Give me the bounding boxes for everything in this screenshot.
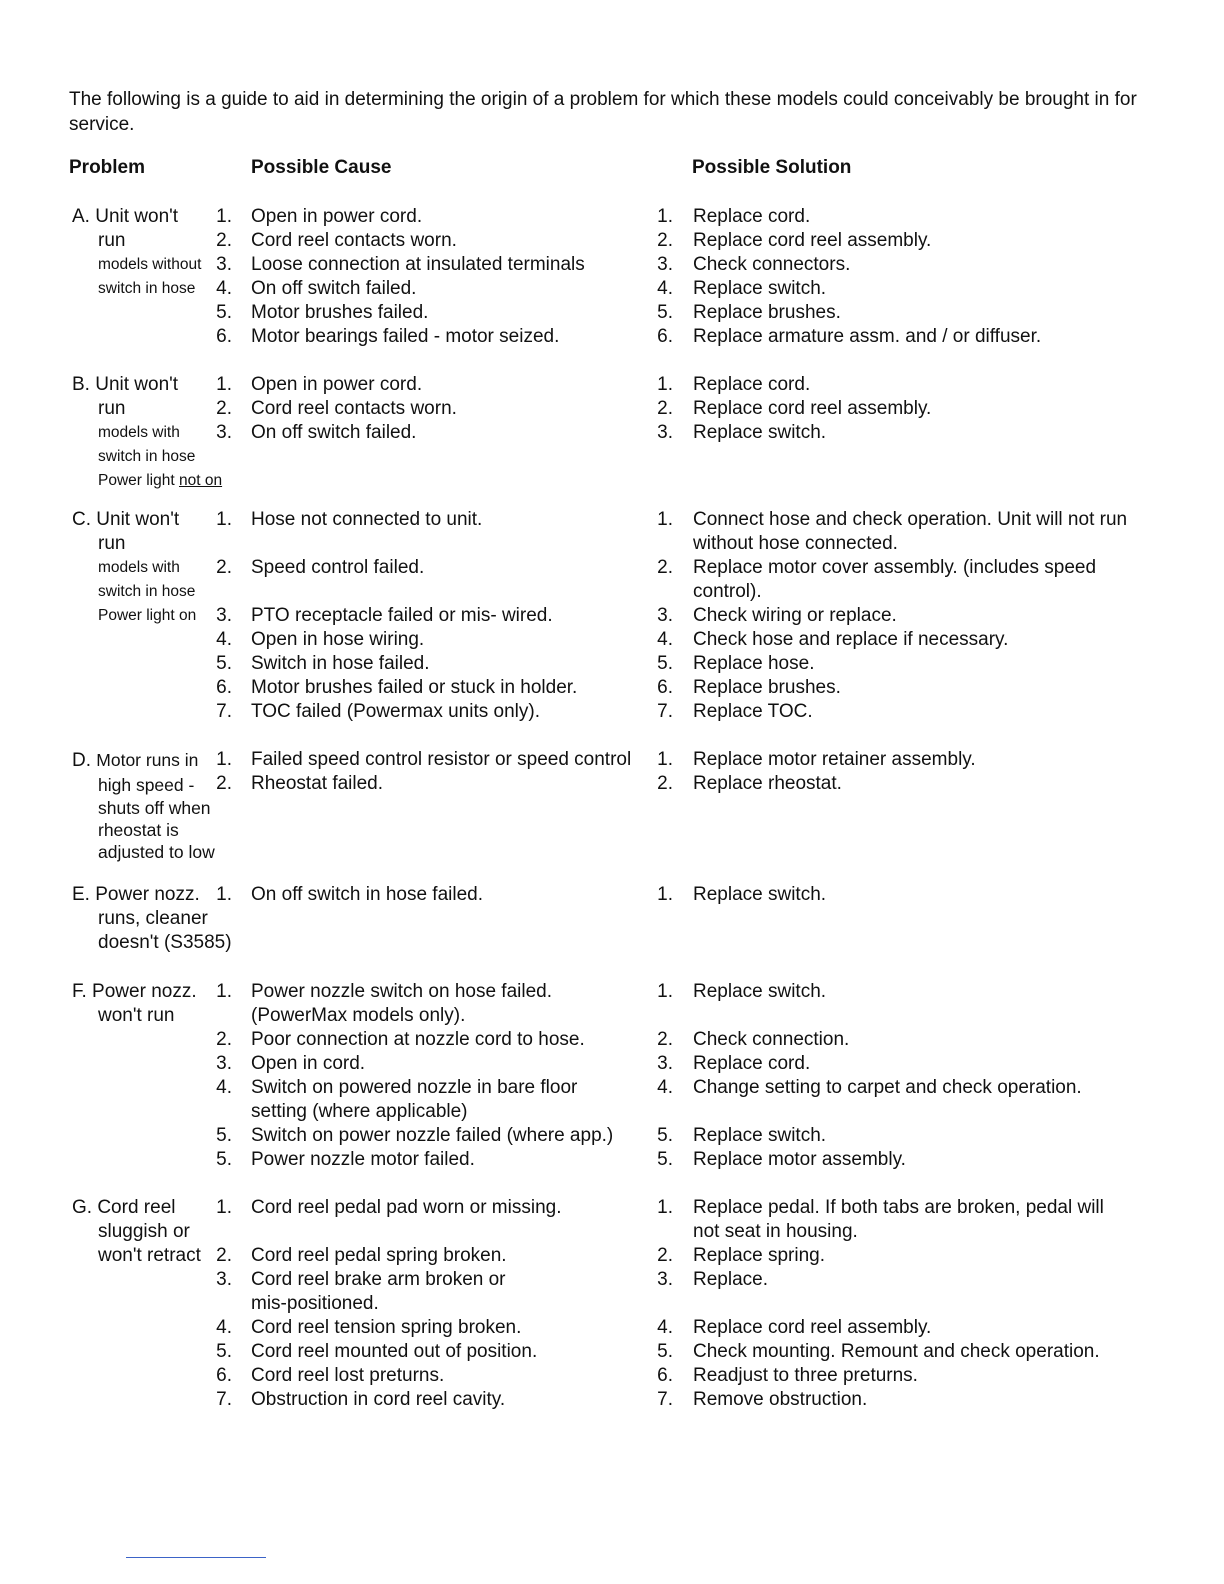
cause-number: 5. xyxy=(216,302,232,323)
cause-text: Motor brushes failed. xyxy=(251,302,429,323)
solution-number: 1. xyxy=(657,981,673,1002)
problem-line: models with xyxy=(98,559,180,576)
cause-number: 3. xyxy=(216,422,232,443)
solution-number: 2. xyxy=(657,230,673,251)
solution-text: Replace switch. xyxy=(693,422,827,443)
header-possible-solution: Possible Solution xyxy=(692,157,852,178)
cause-text: On off switch failed. xyxy=(251,278,417,299)
problem-line: switch in hose xyxy=(98,448,196,465)
cause-text: Cord reel brake arm broken or xyxy=(251,1269,506,1290)
cause-number: 5. xyxy=(216,653,232,674)
cause-number: 1. xyxy=(216,206,232,227)
cause-text: Open in hose wiring. xyxy=(251,629,425,650)
solution-text: Replace cord. xyxy=(693,1053,811,1074)
solution-text: Replace cord. xyxy=(693,374,811,395)
solution-number: 2. xyxy=(657,1245,673,1266)
solution-text: Replace hose. xyxy=(693,653,815,674)
cause-number: 3. xyxy=(216,605,232,626)
problem-line: shuts off when xyxy=(98,798,211,818)
solution-text: Replace motor cover assembly. (includes speed xyxy=(693,557,1097,578)
solution-text: Replace armature assm. and / or diffuser. xyxy=(693,326,1042,347)
solution-text: Replace cord reel assembly. xyxy=(693,398,932,419)
solution-text: Replace rheostat. xyxy=(693,773,842,794)
solution-number: 3. xyxy=(657,422,673,443)
cause-text: Poor connection at nozzle cord to hose. xyxy=(251,1029,585,1050)
problem-line: adjusted to low xyxy=(98,842,215,862)
solution-number: 3. xyxy=(657,254,673,275)
solution-number: 2. xyxy=(657,1029,673,1050)
problem-line: models without xyxy=(98,256,202,273)
cause-text: Loose connection at insulated terminals xyxy=(251,254,585,275)
solution-number: 2. xyxy=(657,398,673,419)
intro-paragraph: The following is a guide to aid in determining the origin of a problem for which these models could conceivably be brought in for service. xyxy=(69,89,1137,135)
problem-line: run xyxy=(98,398,126,419)
solution-text: control). xyxy=(693,581,762,602)
cause-text: Motor brushes failed or stuck in holder. xyxy=(251,677,578,698)
solution-text: not seat in housing. xyxy=(693,1221,858,1242)
solution-text: Replace brushes. xyxy=(693,302,841,323)
solution-number: 5. xyxy=(657,302,673,323)
cause-text: Hose not connected to unit. xyxy=(251,509,483,530)
cause-number: 5. xyxy=(216,1341,232,1362)
solution-number: 1. xyxy=(657,509,673,530)
solution-text: Replace brushes. xyxy=(693,677,841,698)
problem-line: E. Power nozz. xyxy=(72,884,200,905)
problem-line: switch in hose xyxy=(98,280,196,297)
solution-text: Remove obstruction. xyxy=(693,1389,868,1410)
solution-text: Replace switch. xyxy=(693,1125,827,1146)
solution-number: 5. xyxy=(657,1125,673,1146)
problem-line: sluggish or xyxy=(98,1221,190,1242)
cause-number: 3. xyxy=(216,254,232,275)
cause-text: Switch in hose failed. xyxy=(251,653,430,674)
cause-number: 6. xyxy=(216,326,232,347)
solution-number: 4. xyxy=(657,278,673,299)
cause-number: 4. xyxy=(216,629,232,650)
problem-line: runs, cleaner xyxy=(98,908,208,929)
cause-number: 1. xyxy=(216,374,232,395)
solution-text: Readjust to three preturns. xyxy=(693,1365,918,1386)
cause-text: mis-positioned. xyxy=(251,1293,379,1314)
cause-text: Speed control failed. xyxy=(251,557,425,578)
solution-text: Replace pedal. If both tabs are broken, pedal will xyxy=(693,1197,1104,1218)
solution-text: Replace switch. xyxy=(693,884,827,905)
cause-text: Cord reel tension spring broken. xyxy=(251,1317,522,1338)
cause-text: Rheostat failed. xyxy=(251,773,384,794)
solution-text: Replace cord reel assembly. xyxy=(693,230,932,251)
solution-number: 5. xyxy=(657,1149,673,1170)
problem-line: F. Power nozz. xyxy=(72,981,197,1002)
problem-line: run xyxy=(98,533,126,554)
cause-number: 1. xyxy=(216,509,232,530)
solution-number: 2. xyxy=(657,557,673,578)
cause-number: 1. xyxy=(216,884,232,905)
solution-number: 5. xyxy=(657,653,673,674)
solution-number: 2. xyxy=(657,773,673,794)
cause-text: Open in cord. xyxy=(251,1053,366,1074)
cause-text: Cord reel mounted out of position. xyxy=(251,1341,538,1362)
solution-number: 4. xyxy=(657,1077,673,1098)
cause-text: Power nozzle switch on hose failed. xyxy=(251,981,552,1002)
problem-line: models with xyxy=(98,424,180,441)
problem-line: won't run xyxy=(98,1005,175,1026)
problem-line: A. Unit won't xyxy=(72,206,179,227)
cause-number: 5. xyxy=(216,1149,232,1170)
cause-text: Cord reel pedal pad worn or missing. xyxy=(251,1197,562,1218)
solution-number: 1. xyxy=(657,749,673,770)
solution-text: Change setting to carpet and check operation. xyxy=(693,1077,1082,1098)
solution-text: Check wiring or replace. xyxy=(693,605,897,626)
solution-text: Replace. xyxy=(693,1269,768,1290)
solution-number: 1. xyxy=(657,1197,673,1218)
cause-number: 2. xyxy=(216,1029,232,1050)
cause-text: Open in power cord. xyxy=(251,206,423,227)
solution-text: Replace motor assembly. xyxy=(693,1149,906,1170)
problem-line: B. Unit won't xyxy=(72,374,179,395)
header-problem: Problem xyxy=(69,157,146,178)
problem-line: won't retract xyxy=(98,1245,201,1266)
problem-line: D. Motor runs in xyxy=(72,750,199,771)
problem-line: run xyxy=(98,230,126,251)
cause-number: 3. xyxy=(216,1053,232,1074)
cause-text: setting (where applicable) xyxy=(251,1101,468,1122)
solution-text: Replace switch. xyxy=(693,278,827,299)
cause-number: 1. xyxy=(216,749,232,770)
cause-number: 2. xyxy=(216,398,232,419)
solution-number: 5. xyxy=(657,1341,673,1362)
header-possible-cause: Possible Cause xyxy=(251,157,392,178)
solution-text: without hose connected. xyxy=(693,533,898,554)
solution-number: 3. xyxy=(657,605,673,626)
solution-number: 7. xyxy=(657,1389,673,1410)
cause-text: Power nozzle motor failed. xyxy=(251,1149,475,1170)
cause-number: 1. xyxy=(216,1197,232,1218)
cause-number: 4. xyxy=(216,1077,232,1098)
cause-text: Cord reel pedal spring broken. xyxy=(251,1245,507,1266)
cause-text: Motor bearings failed - motor seized. xyxy=(251,326,560,347)
problem-line: switch in hose xyxy=(98,583,196,600)
cause-number: 6. xyxy=(216,677,232,698)
solution-number: 6. xyxy=(657,677,673,698)
cause-number: 7. xyxy=(216,1389,232,1410)
cause-number: 2. xyxy=(216,1245,232,1266)
problem-line: C. Unit won't xyxy=(72,509,180,530)
cause-number: 4. xyxy=(216,1317,232,1338)
solution-number: 1. xyxy=(657,374,673,395)
cause-text: PTO receptacle failed or mis- wired. xyxy=(251,605,553,626)
cause-number: 4. xyxy=(216,278,232,299)
solution-number: 7. xyxy=(657,701,673,722)
cause-number: 2. xyxy=(216,557,232,578)
cause-text: Obstruction in cord reel cavity. xyxy=(251,1389,506,1410)
solution-text: Replace TOC. xyxy=(693,701,813,722)
solution-text: Replace cord reel assembly. xyxy=(693,1317,932,1338)
cause-number: 2. xyxy=(216,230,232,251)
solution-number: 4. xyxy=(657,1317,673,1338)
problem-line: Power light on xyxy=(98,607,197,624)
cause-text: Cord reel contacts worn. xyxy=(251,230,457,251)
cause-number: 1. xyxy=(216,981,232,1002)
solution-text: Replace spring. xyxy=(693,1245,826,1266)
solution-text: Check hose and replace if necessary. xyxy=(693,629,1009,650)
problem-line: G. Cord reel xyxy=(72,1197,176,1218)
cause-text: Open in power cord. xyxy=(251,374,423,395)
solution-number: 1. xyxy=(657,884,673,905)
solution-number: 6. xyxy=(657,1365,673,1386)
solution-number: 6. xyxy=(657,326,673,347)
cause-text: (PowerMax models only). xyxy=(251,1005,466,1026)
cause-text: On off switch failed. xyxy=(251,422,417,443)
problem-line: high speed - xyxy=(98,775,195,795)
solution-number: 3. xyxy=(657,1053,673,1074)
solution-number: 3. xyxy=(657,1269,673,1290)
problem-line: doesn't (S3585) xyxy=(98,932,232,953)
problem-line: rheostat is xyxy=(98,820,179,840)
solution-text: Check connection. xyxy=(693,1029,850,1050)
cause-number: 5. xyxy=(216,1125,232,1146)
solution-text: Connect hose and check operation. Unit will not run xyxy=(693,509,1128,530)
cause-text: Cord reel lost preturns. xyxy=(251,1365,445,1386)
cause-text: Cord reel contacts worn. xyxy=(251,398,457,419)
cause-number: 3. xyxy=(216,1269,232,1290)
cause-text: TOC failed (Powermax units only). xyxy=(251,701,540,722)
cause-number: 7. xyxy=(216,701,232,722)
solution-number: 4. xyxy=(657,629,673,650)
cause-number: 2. xyxy=(216,773,232,794)
solution-text: Replace switch. xyxy=(693,981,827,1002)
problem-line: Power light not on xyxy=(98,472,223,489)
footer-rule xyxy=(126,1557,266,1558)
cause-number: 6. xyxy=(216,1365,232,1386)
cause-text: Switch on power nozzle failed (where app.) xyxy=(251,1125,614,1146)
solution-text: Replace motor retainer assembly. xyxy=(693,749,976,770)
cause-text: Switch on powered nozzle in bare floor xyxy=(251,1077,578,1098)
solution-text: Check connectors. xyxy=(693,254,851,275)
solution-text: Replace cord. xyxy=(693,206,811,227)
solution-number: 1. xyxy=(657,206,673,227)
cause-text: On off switch in hose failed. xyxy=(251,884,483,905)
cause-text: Failed speed control resistor or speed control xyxy=(251,749,632,770)
solution-text: Check mounting. Remount and check operation. xyxy=(693,1341,1100,1362)
